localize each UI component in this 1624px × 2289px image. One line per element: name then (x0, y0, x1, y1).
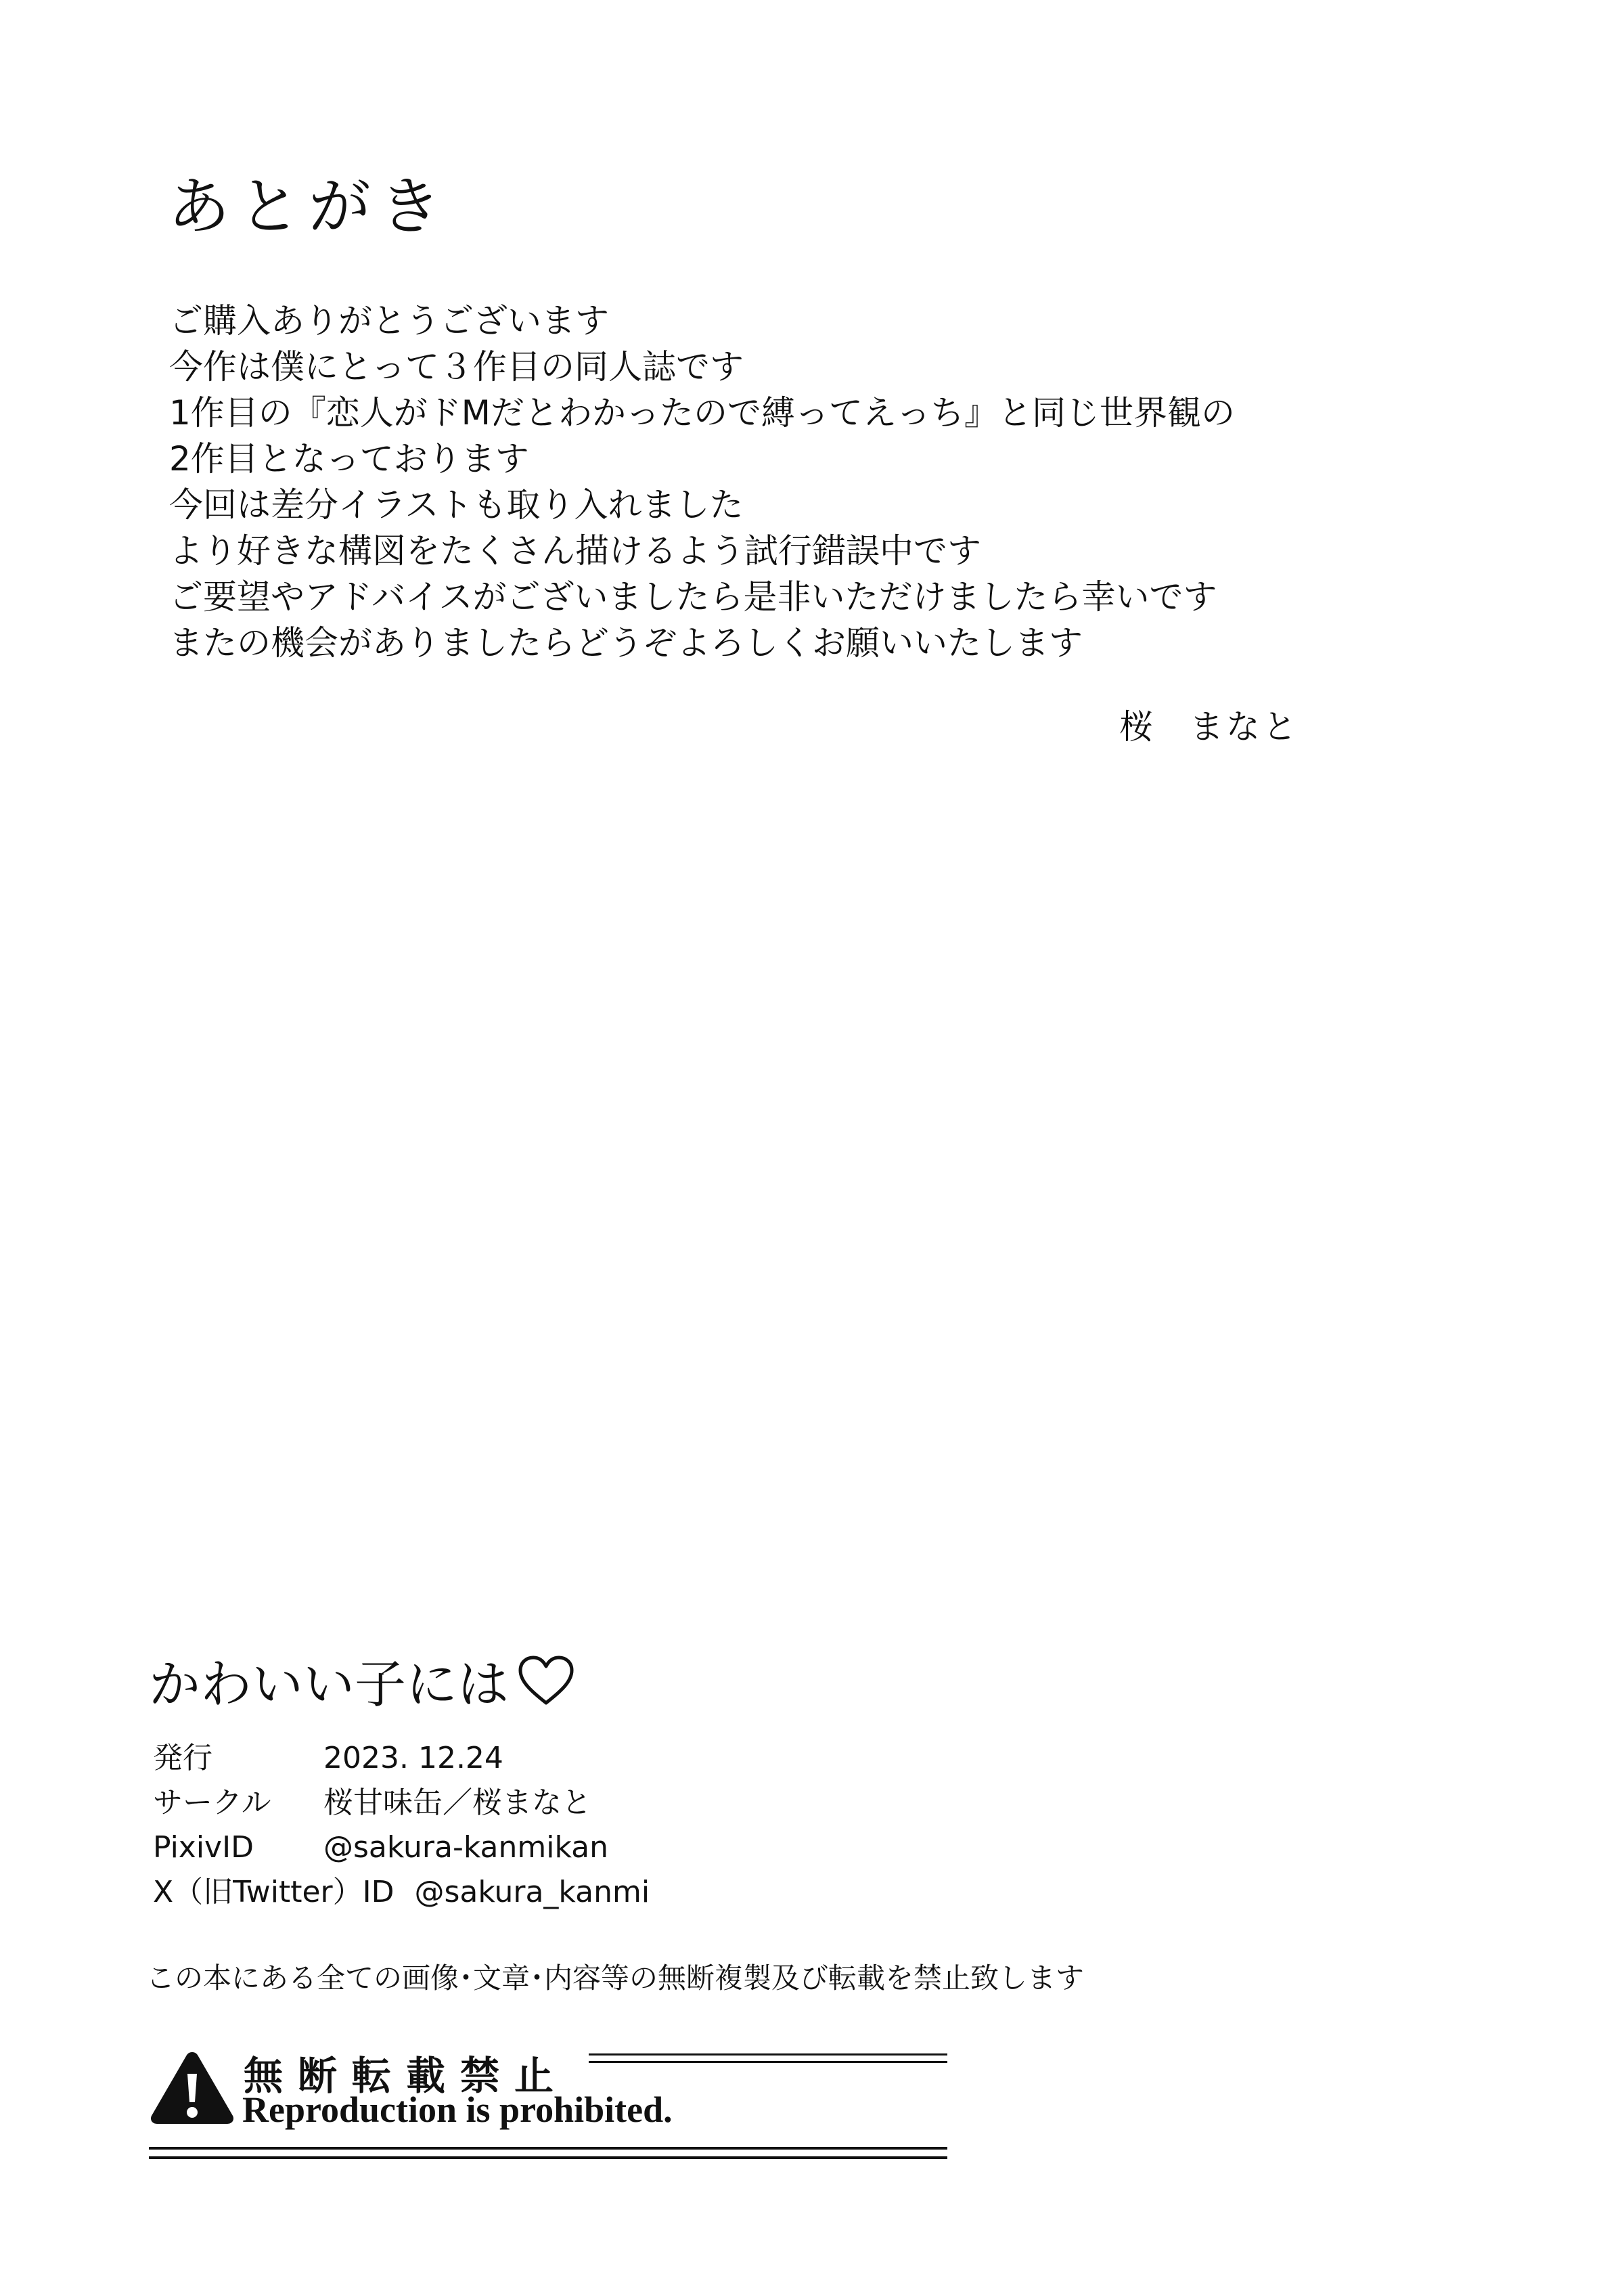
signature-family-name: 桜 (1119, 707, 1156, 747)
reproduction-prohibited-mark (149, 2044, 947, 2130)
afterword-line: 今回は差分イラストも取り入れました (169, 485, 744, 525)
double-rule-divider (589, 2053, 947, 2063)
book-title-text: かわいい子には (149, 1654, 509, 1714)
prohibited-jp-text: 無断転載禁止 (244, 2053, 569, 2099)
afterword-line: 2作目となっております (169, 439, 529, 479)
signature-given-name: まなと (1190, 707, 1299, 747)
colophon-row-published (153, 1736, 650, 1781)
author-signature (1119, 700, 1299, 749)
afterword-line: より好きな構図をたくさん描けるよう試行錯誤中です (169, 531, 981, 571)
afterword-line: 1作目の『恋人がドMだとわかったので縛ってえっち』と同じ世界観の (169, 393, 1235, 432)
afterword-line: 今作は僕にとって３作目の同人誌です (169, 347, 744, 386)
colophon-value: 2023. 12.24 (323, 1741, 503, 1775)
colophon-label: 発行 (153, 1741, 212, 1775)
copyright-notice: この本にある全ての画像･文章･内容等の無断複製及び転載を禁止致します (146, 1961, 1085, 1995)
book-title (149, 1643, 575, 1717)
afterword-line: ご購入ありがとうございます (169, 301, 609, 340)
warning-icon (149, 2049, 235, 2125)
colophon-row-x (153, 1870, 650, 1915)
colophon-value: @sakura_kanmi (414, 1875, 650, 1909)
colophon-value: @sakura-kanmikan (323, 1830, 609, 1865)
afterword-body (169, 298, 1235, 666)
colophon-label: X（旧Twitter）ID (153, 1875, 394, 1909)
afterword-title: あとがき (168, 171, 450, 243)
prohibited-en-text: Reproduction is prohibited. (242, 2089, 673, 2130)
afterword-line: またの機会がありましたらどうぞよろしくお願いいたします (169, 623, 1083, 663)
colophon-label: PixivID (153, 1830, 254, 1865)
colophon (153, 1736, 650, 1915)
heart-outline-icon (517, 1654, 575, 1707)
colophon-label: サークル (153, 1785, 271, 1820)
colophon-row-pixiv (153, 1825, 650, 1870)
afterword-line: ご要望やアドバイスがございましたら是非いただけましたら幸いです (169, 577, 1217, 617)
colophon-row-circle (153, 1781, 650, 1825)
double-rule-divider (149, 2147, 947, 2159)
colophon-value: 桜甘味缶／桜まなと (323, 1785, 591, 1820)
